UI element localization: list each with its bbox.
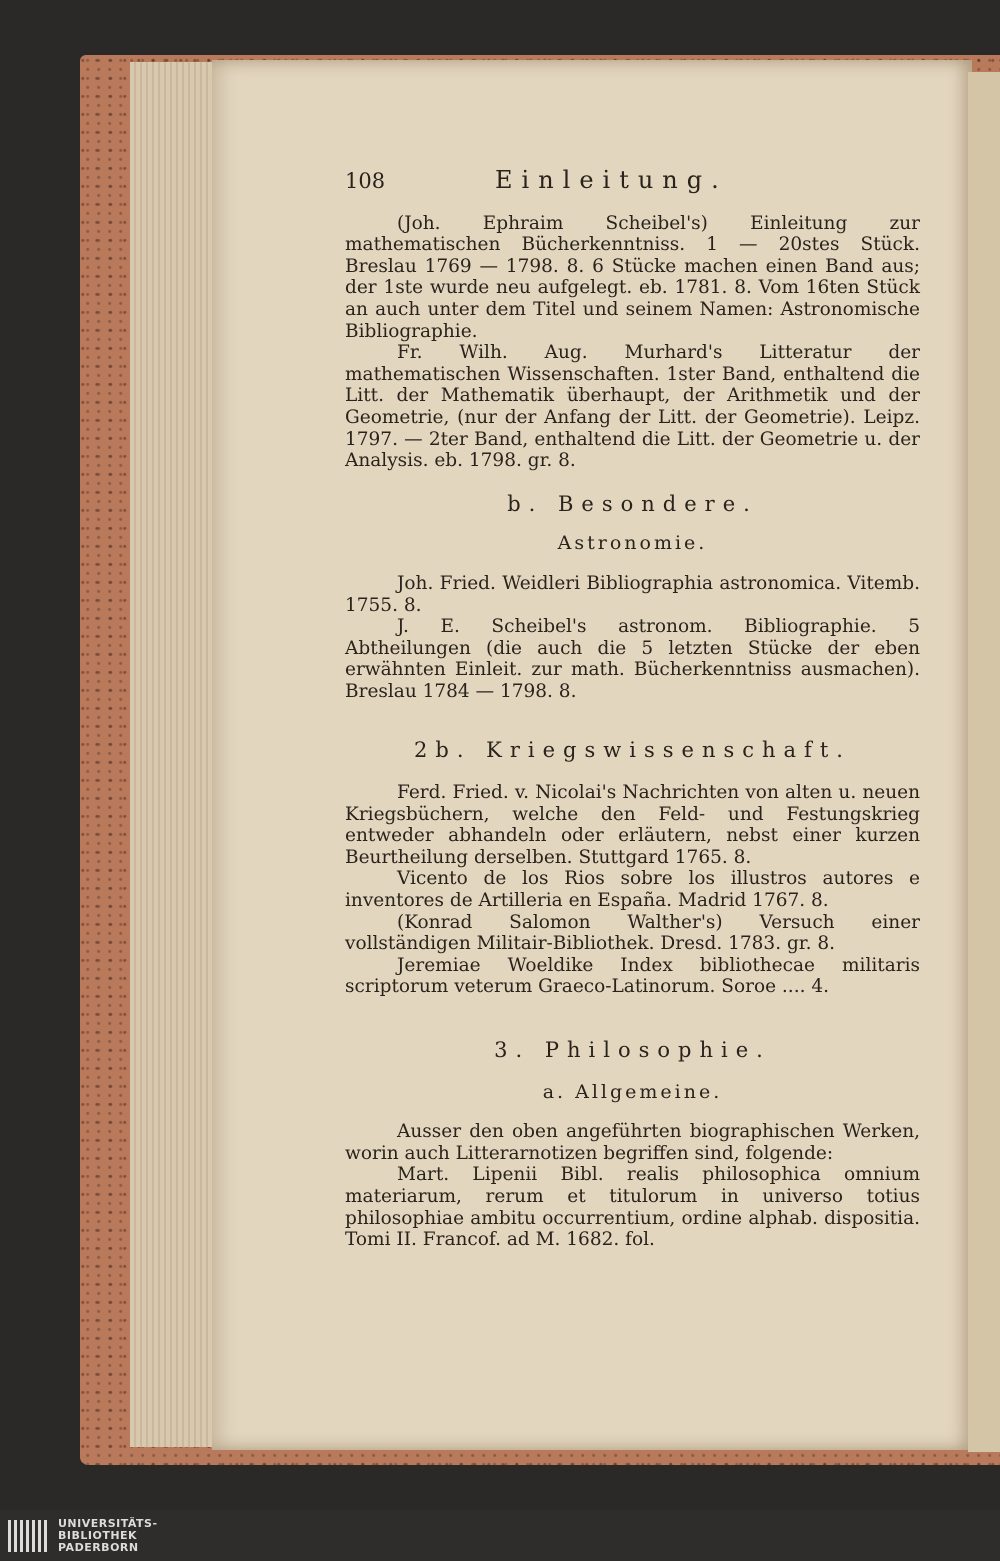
subsection-heading-allgemeine: a. Allgemeine. — [542, 1080, 723, 1103]
entry-scheibel-astronom: J. E. Scheibel's astronom. Bibliographie. 5 Abtheilungen (die auch die 5 letzten Stücke der eben erwähnten Einleit. zur math. Bücherkenntniss ausmachen). Breslau 1784 — 1798. 8. — [345, 616, 920, 702]
entry-weidleri: Joh. Fried. Weidleri Bibliographia astronomica. Vitemb. 1755. 8. — [345, 572, 920, 616]
page-header — [345, 166, 920, 194]
entry-lipenii: Mart. Lipenii Bibl. realis philosophica omnium materiarum, rerum et titulorum in universo totius philosophiae ambitu occurrentium, ordine alphab. dispositia. Tomi II. Francof. ad M. 1682. fol. — [345, 1164, 920, 1251]
entry-intro-philosophie: Ausser den oben angeführten biographischen Werken, worin auch Litterarnotizen begriffen sind, folgende: — [345, 1121, 920, 1164]
library-name-line-3: PADERBORN — [58, 1540, 139, 1554]
page-number: 108 — [345, 169, 386, 193]
section-heading-kriegswissenschaft: 2b. Kriegswissenschaft. — [414, 738, 851, 763]
page-edges — [130, 62, 220, 1447]
entry-nicolai: Ferd. Fried. v. Nicolai's Nachrichten von alten u. neuen Kriegsbüchern, welche den Feld- und Festungskrieg entweder abhandeln oder erläutern, nebst einer kurzen Beurtheilung derselben. Stuttgard 1765. 8. — [345, 782, 920, 868]
library-name-line-2: BIBLIOTHEK — [58, 1528, 138, 1542]
library-name — [58, 1518, 158, 1554]
facing-page-edge — [968, 72, 1000, 1452]
entry-murhard: Fr. Wilh. Aug. Murhard's Litteratur der mathematischen Wissenschaften. 1ster Band, enthaltend die Litt. der Mathematik überhaupt, der Arithmetik und der Geometrie, (nur der Anfang der Litt. der Geometrie). Leipz. 1797. — 2ter Band, enthaltend die Litt. der Geometrie u. der Analysis. eb. 1798. gr. 8. — [345, 342, 920, 472]
library-footer — [0, 1510, 1000, 1561]
section-heading-besondere: b. Besondere. — [507, 491, 758, 516]
entry-rios: Vicento de los Rios sobre los illustros autores e inventores de Artilleria en España. Madrid 1767. 8. — [345, 868, 920, 912]
subsection-heading-astronomie: Astronomie. — [557, 532, 708, 555]
library-logo-icon — [4, 1516, 54, 1556]
entry-woeldike: Jeremiae Woeldike Index bibliothecae militaris scriptorum veterum Graeco-Latinorum. Soroe .... 4. — [345, 954, 920, 998]
section-heading-philosophie: 3. Philosophie. — [494, 1038, 771, 1062]
running-title: Einleitung. — [495, 166, 728, 194]
entry-scheibel-einleitung: (Joh. Ephraim Scheibel's) Einleitung zur mathematischen Bücherkenntniss. 1 — 20stes Stück. Breslau 1769 — 1798. 8. 6 Stücke machen einen Band aus; der 1ste wurde neu aufgelegt. eb. 1781. 8. Vom 16ten Stück an auch unter dem Titel und seinem Namen: Astronomische Bibliographie. — [345, 212, 920, 342]
page-content — [345, 166, 920, 1251]
entry-walther: (Konrad Salomon Walther's) Versuch einer vollständigen Militair-Bibliothek. Dresd. 1783. gr. 8. — [345, 911, 920, 955]
library-name-line-1: UNIVERSITÄTS- — [58, 1516, 158, 1530]
